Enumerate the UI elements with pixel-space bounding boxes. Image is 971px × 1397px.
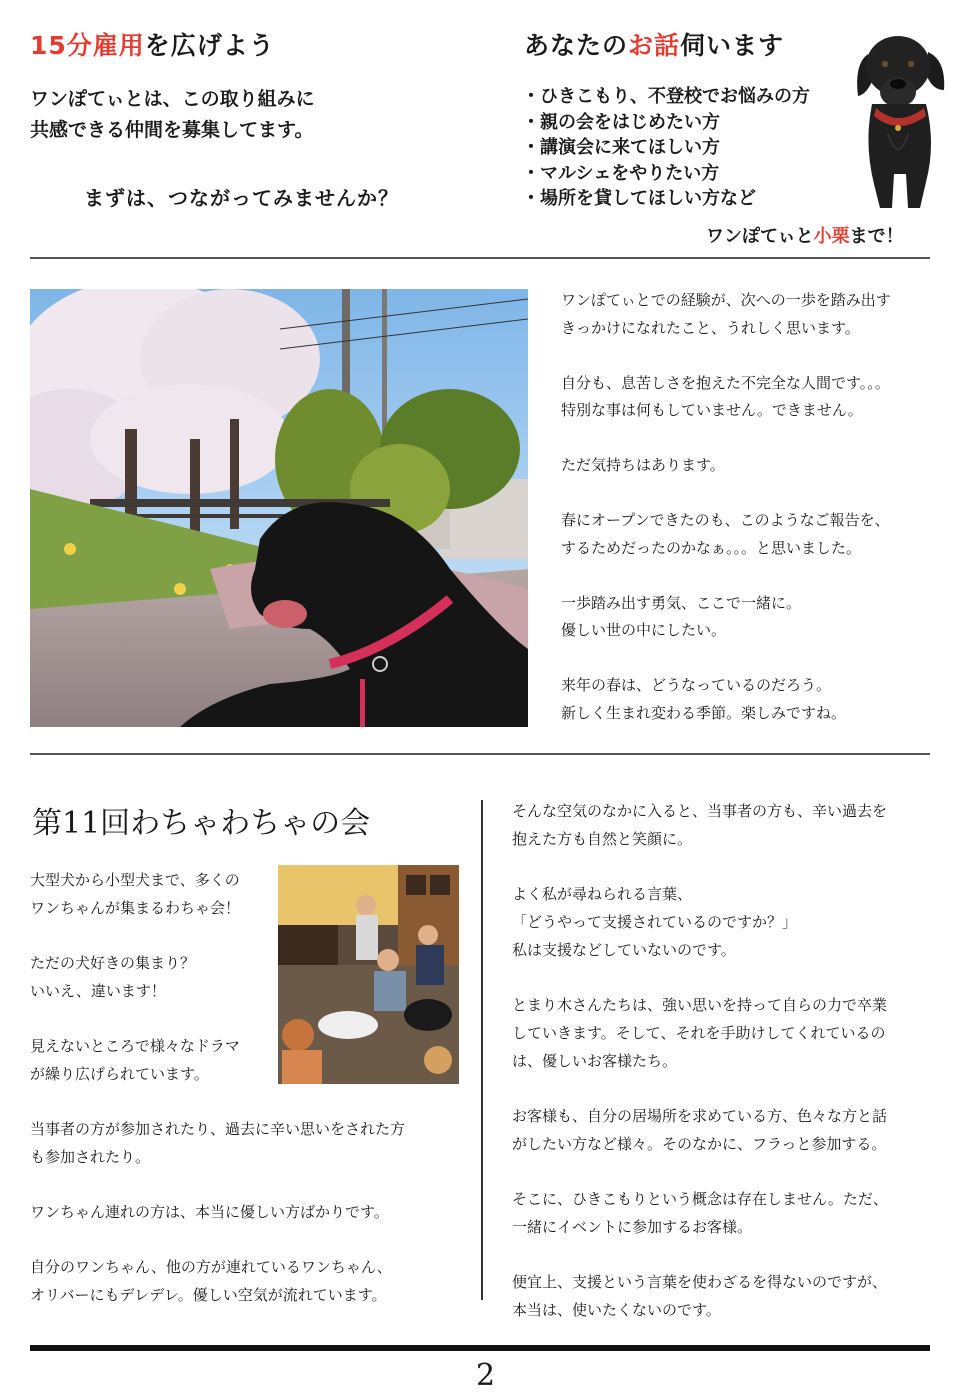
text-line: オリバーにもデレデレ。優しい空気が流れています。 bbox=[30, 1286, 387, 1304]
cherry-blossom-dog-photo bbox=[30, 289, 528, 727]
event-text-right bbox=[512, 797, 888, 1351]
text-line: 自分も、息苦しさを抱えた不完全な人間です。。。 bbox=[561, 373, 890, 392]
recruit-heading-accent: 15分雇用 bbox=[30, 31, 145, 60]
consult-heading-accent: お話 bbox=[628, 31, 681, 60]
text-line: よく私が尋ねられる言葉、 bbox=[512, 885, 693, 903]
recruit-body-line: ワンぽてぃとは、この取り組みに bbox=[30, 88, 315, 110]
consult-contact-accent: 小栗 bbox=[813, 226, 850, 247]
recruit-heading-rest: を広げよう bbox=[144, 31, 275, 60]
text-line: は、優しいお客様たち。 bbox=[512, 1052, 678, 1070]
consult-list bbox=[522, 84, 810, 212]
reflection-paragraph bbox=[561, 452, 951, 480]
text-line: するためだったのかなぁ。。。と思いました。 bbox=[561, 538, 862, 557]
consult-heading-part1: あなたの bbox=[524, 31, 629, 60]
text-line: 便宜上、支援という言葉を使わざるを得ないのですが、 bbox=[512, 1273, 888, 1291]
event-paragraph bbox=[30, 1198, 405, 1226]
event-paragraph bbox=[512, 880, 888, 964]
text-line: そんな空気のなかに入ると、当事者の方も、辛い過去を bbox=[512, 802, 888, 820]
text-line: がしたい方など様々。そのなかに、フラっと参加する。 bbox=[512, 1135, 887, 1153]
consult-list-item: ・場所を貸してほしい方など bbox=[522, 188, 756, 209]
text-line: 来年の春は、どうなっているのだろう。 bbox=[561, 676, 832, 694]
text-line: 自分のワンちゃん、他の方が連れているワンちゃん、 bbox=[30, 1258, 392, 1276]
text-line: ワンちゃん連れの方は、本当に優しい方ばかりです。 bbox=[30, 1203, 389, 1221]
consult-list-item: ・マルシェをやりたい方 bbox=[522, 162, 720, 184]
section-divider bbox=[30, 753, 930, 755]
text-line: とまり木さんたちは、強い思いを持って自らの力で卒業 bbox=[512, 996, 888, 1014]
consult-contact bbox=[706, 222, 904, 248]
text-line: 特別な事は何もしていません。できません。 bbox=[561, 401, 863, 419]
reflection-paragraph bbox=[561, 590, 951, 645]
text-line: 私は支援などしていないのです。 bbox=[512, 941, 736, 959]
text-line: も参加されたり。 bbox=[30, 1148, 151, 1166]
text-line: いいえ、違います！ bbox=[30, 982, 166, 1000]
consult-heading-part2: 伺います bbox=[680, 31, 785, 60]
consult-contact-part1: ワンぽてぃと bbox=[706, 226, 814, 247]
consult-list-item: ・親の会をはじめたい方 bbox=[522, 111, 720, 133]
text-line: 本当は、使いたくないのです。 bbox=[512, 1301, 721, 1319]
consult-heading bbox=[524, 26, 784, 62]
text-line: きっかけになれたこと、うれしく思います。 bbox=[561, 318, 860, 337]
text-line: 新しく生まれ変わる季節。楽しみですね。 bbox=[561, 703, 847, 722]
section-divider bbox=[30, 257, 930, 259]
consult-list-item: ・ひきこもり、不登校でお悩みの方 bbox=[522, 86, 810, 107]
event-paragraph bbox=[30, 949, 405, 1005]
text-line: そこに、ひきこもりという概念は存在しません。ただ、 bbox=[512, 1190, 888, 1208]
event-paragraph bbox=[512, 797, 888, 853]
text-line: 当事者の方が参加されたり、過去に辛い思いをされた方 bbox=[30, 1120, 406, 1138]
event-title: 第11回わちゃわちゃの会 bbox=[32, 806, 371, 841]
footer-rule bbox=[30, 1345, 930, 1351]
column-divider bbox=[481, 800, 483, 1300]
event-paragraph bbox=[30, 1115, 405, 1171]
recruit-heading bbox=[30, 26, 275, 62]
reflection-text bbox=[561, 287, 951, 755]
text-line: が繰り広げられています。 bbox=[30, 1065, 209, 1083]
page-number: 2 bbox=[475, 1358, 496, 1393]
reflection-paragraph bbox=[561, 370, 951, 425]
event-paragraph bbox=[512, 1268, 888, 1324]
consult-list-item: ・講演会に来てほしい方 bbox=[522, 137, 720, 158]
text-line: 一歩踏み出す勇気、ここで一緒に。 bbox=[561, 593, 802, 612]
event-text-left bbox=[30, 866, 405, 1336]
recruit-body-line: 共感できる仲間を募集してます。 bbox=[30, 119, 314, 141]
event-paragraph bbox=[512, 1185, 888, 1241]
text-line: 春にオープンできたのも、このようなご報告を、 bbox=[561, 511, 890, 529]
text-line: ワンぽてぃとでの経験が、次への一歩を踏み出す bbox=[561, 291, 891, 309]
reflection-paragraph bbox=[561, 287, 951, 342]
event-paragraph bbox=[30, 1032, 405, 1088]
text-line: 一緒にイベントに参加するお客様。 bbox=[512, 1218, 753, 1236]
event-paragraph bbox=[512, 1102, 888, 1158]
text-line: ただ気持ちはあります。 bbox=[561, 456, 725, 474]
text-line: 「どうやって支援されているのですか？」 bbox=[512, 913, 798, 931]
text-line: 大型犬から小型犬まで、多くの bbox=[30, 871, 240, 889]
text-line: ただの犬好きの集まり？ bbox=[30, 954, 196, 972]
reflection-paragraph bbox=[561, 672, 951, 727]
text-line: 見えないところで様々なドラマ bbox=[30, 1037, 240, 1055]
event-paragraph bbox=[512, 991, 888, 1075]
event-paragraph bbox=[30, 866, 405, 922]
text-line: お客様も、自分の居場所を求めている方、色々な方と話 bbox=[512, 1107, 888, 1125]
recruit-question: まずは、つながってみませんか？ bbox=[84, 186, 399, 210]
text-line: ワンちゃんが集まるわちゃ会！ bbox=[30, 899, 241, 917]
text-line: 抱えた方も自然と笑顔に。 bbox=[512, 830, 693, 848]
black-labrador-illustration bbox=[850, 24, 950, 214]
text-line: 優しい世の中にしたい。 bbox=[561, 621, 727, 639]
text-line: していきます。そして、それを手助けしてくれているの bbox=[512, 1024, 886, 1042]
reflection-paragraph bbox=[561, 507, 951, 562]
recruit-body bbox=[30, 84, 315, 146]
consult-contact-part2: まで！ bbox=[849, 226, 904, 247]
event-paragraph bbox=[30, 1253, 405, 1309]
